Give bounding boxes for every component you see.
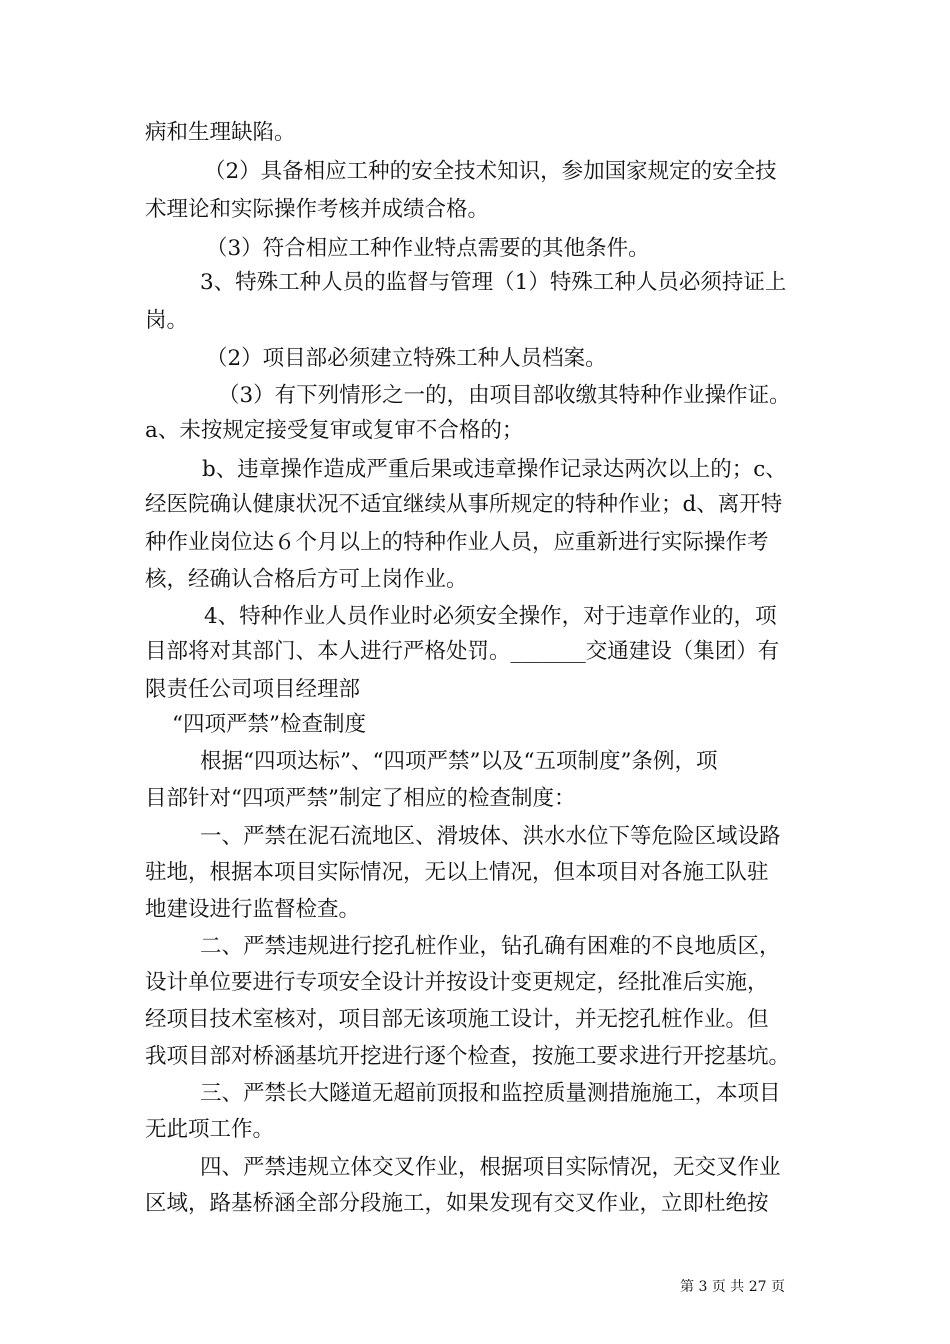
text-line: 经医院确认健康状况不适宜继续从事所规定的特种作业；d、离开特 <box>145 492 783 517</box>
text-line: 四、严禁违规立体交叉作业，根据项目实际情况，无交叉作业 <box>200 1155 781 1180</box>
text-line: （3）有下列情形之一的，由项目部收缴其特种作业操作证。 <box>218 383 791 408</box>
text-line: 岗。 <box>145 308 189 333</box>
text-line: 病和生理缺陷。 <box>145 120 296 145</box>
text-line: 设计单位要进行专项安全设计并按设计变更规定，经批准后实施， <box>145 970 769 995</box>
text-line: b、违章操作造成严重后果或违章操作记录达两次以上的；c、 <box>202 457 787 482</box>
text-line: 三、严禁长大隧道无超前顶报和监控质量测措施施工，本项目 <box>200 1081 781 1106</box>
text-line: 目部将对其部门、本人进行严格处罚。_______交通建设（集团）有 <box>145 639 780 664</box>
text-line: （2）具备相应工种的安全技术知识，参加国家规定的安全技 <box>204 159 777 184</box>
text-line: 3、特殊工种人员的监督与管理（1）特殊工种人员必须持证上 <box>200 270 787 295</box>
text-line: 4、特种作业人员作业时必须安全操作，对于违章作业的，项 <box>204 604 777 629</box>
page-number: 第 3 页 共 27 页 <box>680 1279 785 1295</box>
text-line: a、未按规定接受复审或复审不合格的； <box>145 418 524 443</box>
text-line: 经项目技术室核对，项目部无该项施工设计，并无挖孔桩作业。但 <box>145 1007 769 1032</box>
text-line: 我项目部对桥涵基坑开挖进行逐个检查，按施工要求进行开挖基坑。 <box>145 1044 791 1069</box>
text-line: 无此项工作。 <box>145 1117 275 1142</box>
text-line: 地建设进行监督检查。 <box>145 897 361 922</box>
text-line: 术理论和实际操作考核并成绩合格。 <box>145 197 490 222</box>
text-line: 限责任公司项目经理部 <box>145 677 361 702</box>
text-line: 种作业岗位达６个月以上的特种作业人员，应重新进行实际操作考 <box>145 530 769 555</box>
text-line: 目部针对“四项严禁”制定了相应的检查制度： <box>145 786 576 811</box>
text-line: （3）符合相应工种作业特点需要的其他条件。 <box>206 236 650 261</box>
text-line: 一、严禁在泥石流地区、滑坡体、洪水水位下等危险区域设路 <box>200 824 781 849</box>
text-line: 区域，路基桥涵全部分段施工，如果发现有交叉作业，立即杜绝按 <box>145 1191 769 1216</box>
text-line: 核，经确认合格后方可上岗作业。 <box>145 567 468 592</box>
text-line: 二、严禁违规进行挖孔桩作业，钻孔确有困难的不良地质区， <box>200 934 781 959</box>
text-line: 驻地，根据本项目实际情况，无以上情况，但本项目对各施工队驻 <box>145 860 769 885</box>
section-heading: “四项严禁”检查制度 <box>172 712 366 737</box>
text-line: 根据“四项达标”、“四项严禁”以及“五项制度”条例，项 <box>200 749 718 774</box>
text-line: （2）项目部必须建立特殊工种人员档案。 <box>206 346 607 371</box>
